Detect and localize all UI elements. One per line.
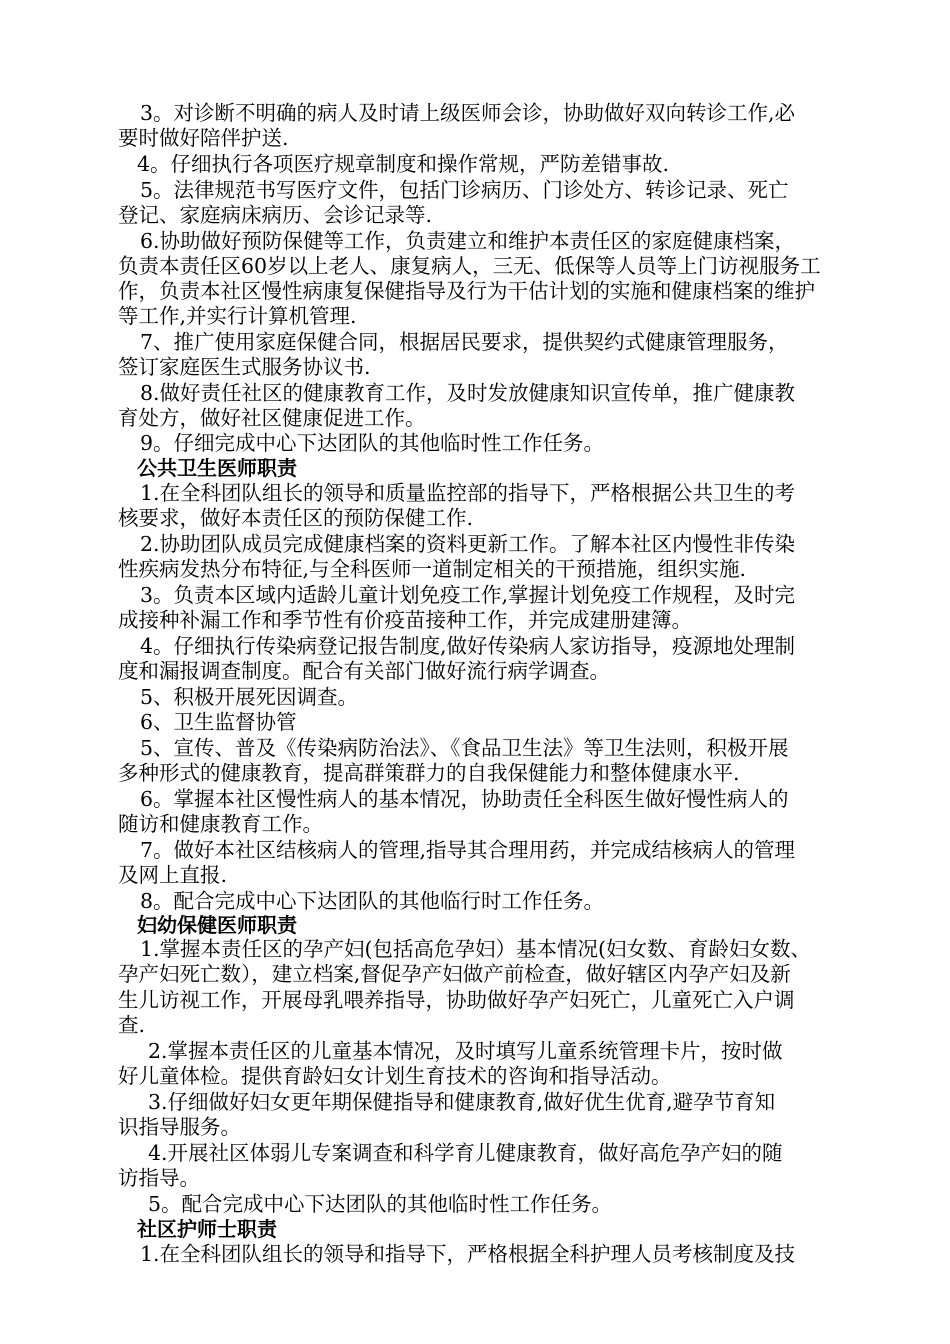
text-line: 7。做好本社区结核病人的管理,指导其合理用药，并完成结核病人的管理	[140, 838, 796, 862]
text-line: 3。负责本区域内适龄儿童计划免疫工作,掌握计划免疫工作规程，及时完	[140, 583, 796, 607]
text-line: 随访和健康教育工作。	[118, 812, 323, 836]
text-line: 3.仔细做好妇女更年期保健指导和健康教育,做好优生优育,避孕节育知	[148, 1090, 776, 1114]
text-line: 9。仔细完成中心下达团队的其他临时性工作任务。	[140, 431, 605, 455]
text-line: 等工作,并实行计算机管理.	[118, 304, 357, 328]
text-line: 签订家庭医生式服务协议书.	[118, 355, 371, 379]
text-line: 识指导服务。	[118, 1115, 241, 1139]
text-line: 1.在全科团队组长的领导和指导下，严格根据全科护理人员考核制度及技	[140, 1242, 796, 1266]
text-line: 3。对诊断不明确的病人及时请上级医师会诊，协助做好双向转诊工作,必	[140, 101, 796, 125]
text-line: 要时做好陪伴护送.	[118, 126, 289, 150]
text-line: 6、卫生监督协管	[140, 710, 297, 734]
text-line: 1.掌握本责任区的孕产妇(包括高危孕妇）基本情况(妇女数、育龄妇女数、	[140, 937, 812, 961]
text-line: 2.掌握本责任区的儿童基本情况，及时填写儿童系统管理卡片，按时做	[148, 1039, 783, 1063]
text-line: 核要求，做好本责任区的预防保健工作.	[118, 506, 474, 530]
text-line: 4.开展社区体弱儿专案调查和科学育儿健康教育，做好高危孕产妇的随	[148, 1141, 783, 1165]
section-heading-public-health: 公共卫生医师职责	[137, 456, 297, 480]
text-line: 5、宣传、普及《传染病防治法》、《食品卫生法》等卫生法则，积极开展	[140, 736, 789, 760]
text-line: 育处方，做好社区健康促进工作。	[118, 406, 426, 430]
text-line: 及网上直报.	[118, 863, 228, 887]
text-line: 孕产妇死亡数），建立档案,督促孕产妇做产前检查，做好辖区内孕产妇及新	[118, 962, 791, 986]
text-line: 6.协助做好预防保健等工作，负责建立和维护本责任区的家庭健康档案，	[140, 229, 796, 253]
section-heading-community-nurse: 社区护师士职责	[137, 1217, 277, 1241]
text-line: 生儿访视工作，开展母乳喂养指导，协助做好孕产妇死亡，儿童死亡入户调	[118, 988, 795, 1012]
text-line: 登记、家庭病床病历、会诊记录等.	[118, 203, 433, 227]
text-line: 好儿童体检。提供育龄妇女计划生育技术的咨询和指导活动。	[118, 1064, 672, 1088]
text-line: 访指导。	[118, 1166, 200, 1190]
text-line: 4。仔细执行传染病登记报告制度,做好传染病人家访指导，疫源地处理制	[140, 634, 796, 658]
text-line: 5。配合完成中心下达团队的其他临时性工作任务。	[148, 1192, 613, 1216]
text-line: 成接种补漏工作和季节性有价疫苗接种工作，并完成建册建簿。	[118, 608, 692, 632]
text-line: 1.在全科团队组长的领导和质量监控部的指导下，严格根据公共卫生的考	[140, 481, 796, 505]
section-heading-maternal-child: 妇幼保健医师职责	[137, 913, 297, 937]
text-line: 5。法律规范书写医疗文件，包括门诊病历、门诊处方、转诊记录、死亡	[140, 178, 789, 202]
text-line: 度和漏报调查制度。配合有关部门做好流行病学调查。	[118, 659, 610, 683]
text-line: 性疾病发热分布特征,与全科医师一道制定相关的干预措施，组织实施.	[118, 557, 747, 581]
text-line: 8.做好责任社区的健康教育工作，及时发放健康知识宣传单，推广健康教	[140, 381, 796, 405]
text-line: 作，负责本社区慢性病康复保健指导及行为干估计划的实施和健康档案的维护	[118, 279, 815, 303]
text-line: 负责本责任区60岁以上老人、康复病人，三无、低保等人员等上门访视服务工	[118, 254, 821, 278]
text-line: 2.协助团队成员完成健康档案的资料更新工作。了解本社区内慢性非传染	[140, 532, 796, 556]
text-line: 5、积极开展死因调查。	[140, 685, 359, 709]
text-line: 8。配合完成中心下达团队的其他临行时工作任务。	[140, 889, 605, 913]
text-line: 查.	[118, 1013, 146, 1037]
text-line: 7、推广使用家庭保健合同，根据居民要求，提供契约式健康管理服务，	[140, 330, 789, 354]
text-line: 6。掌握本社区慢性病人的基本情况，协助责任全科医生做好慢性病人的	[140, 787, 789, 811]
text-line: 4。仔细执行各项医疗规章制度和操作常规，严防差错事故.	[137, 152, 670, 176]
text-line: 多种形式的健康教育，提高群策群力的自我保健能力和整体健康水平.	[118, 761, 740, 785]
